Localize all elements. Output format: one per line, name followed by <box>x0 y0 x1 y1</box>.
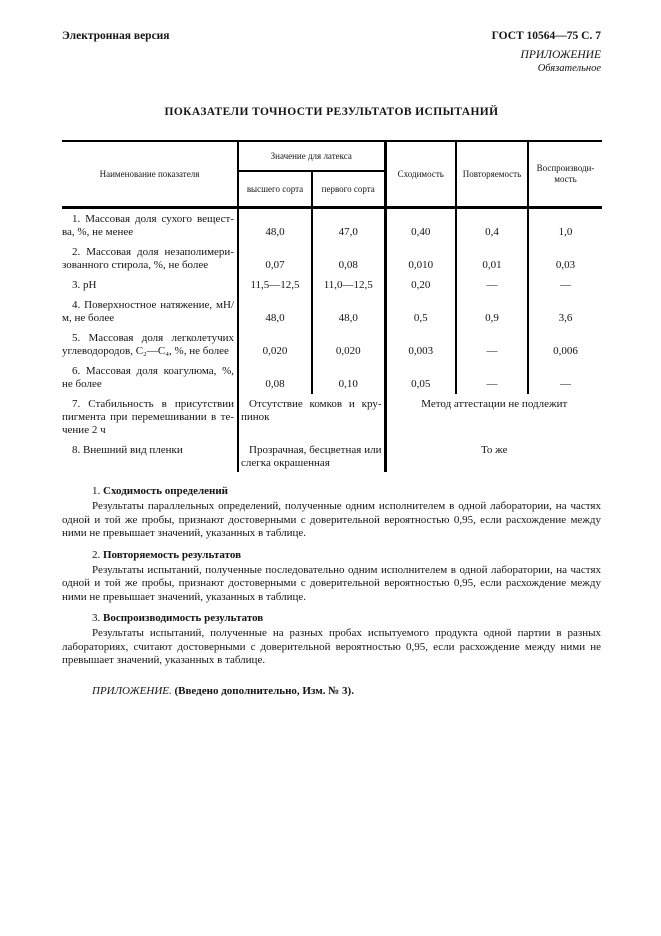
row-label: 5. Массовая доля легколетучих углеводородов, С₂—С₄, %, не более <box>62 328 238 361</box>
cell-value: 0,07 <box>238 242 312 275</box>
header-right-gost-number: ГОСТ 10564—75 С. 7 <box>491 30 601 42</box>
table-row <box>62 242 602 275</box>
cell-merged-value: Отсутствие комков и крупинок <box>238 394 385 440</box>
cell-value: 0,03 <box>555 259 576 271</box>
page-header <box>62 30 601 42</box>
column-header-name: Наименование показателя <box>62 141 238 208</box>
cell-value: 0,01 <box>456 242 528 275</box>
page-title: ПОКАЗАТЕЛИ ТОЧНОСТИ РЕЗУЛЬТАТОВ ИСПЫТАНИЙ <box>164 106 499 118</box>
table-row <box>62 361 602 394</box>
cell-merged-value: Прозрачная, бесцветная или слегка окрашенная <box>238 440 385 472</box>
cell-value: 0,05 <box>385 361 456 394</box>
section-body: Результаты испытаний, полученные на разных пробах испытуемого продукта одной партии в разных лабораториях, считают достоверными с доверительной вероятностью 0,95, если расхождение между ними не превышает значений, указанных в таблице. <box>62 627 601 666</box>
cell-value: 0,4 <box>456 208 528 243</box>
cell-value: 0,08 <box>238 361 312 394</box>
annex-footnote-label: ПРИЛОЖЕНИЕ. <box>92 684 172 697</box>
notes-sections <box>62 484 601 668</box>
row-label: 8. Внешний вид пленки <box>62 440 238 472</box>
column-header-repeatability: Повторяемость <box>456 141 528 208</box>
cell-value: 0,020 <box>238 328 312 361</box>
cell-value: 0,08 <box>312 242 385 275</box>
table-row <box>62 440 602 472</box>
cell-value: 11,5—12,5 <box>238 275 312 295</box>
section-title: Воспроизводимость результатов <box>103 612 264 624</box>
section-number: 3. <box>92 612 103 624</box>
section-heading-repeatability <box>62 548 601 562</box>
table-row <box>62 328 602 361</box>
cell-value: 48,0 <box>312 295 385 328</box>
cell-value: — <box>560 378 571 390</box>
cell-value: 0,20 <box>385 275 456 295</box>
cell-value: 48,0 <box>238 208 312 243</box>
section-heading-reproducibility <box>62 611 601 625</box>
row-label: 2. Массовая доля незаполимеризованного стирола, %, не более <box>62 242 238 275</box>
annex-title: ПРИЛОЖЕНИЕ <box>520 49 601 61</box>
section-heading-convergence <box>62 484 601 498</box>
cell-value: 11,0—12,5 <box>312 275 385 295</box>
section-body: Результаты испытаний, полученные последовательно одним исполнителем в одной лаборатории, на частях одной и той же пробы, признают достоверными с доверительной вероятностью 0,95, если расхождение между ними не превышает значений, указанных в таблице. <box>62 563 601 603</box>
precision-indicators-table <box>62 140 602 472</box>
annex-block <box>62 49 601 75</box>
row-label: 1. Массовая доля сухого вещества, %, не менее <box>62 208 238 243</box>
section-number: 2. <box>92 548 103 561</box>
column-header-high-grade: высшего сорта <box>238 171 312 208</box>
annex-footnote <box>62 685 601 697</box>
column-header-first-grade: первого сорта <box>312 171 385 208</box>
cell-value: — <box>560 279 571 291</box>
table-row <box>62 295 602 328</box>
table-row <box>62 208 602 243</box>
cell-value: — <box>456 361 528 394</box>
cell-value: 47,0 <box>312 208 385 243</box>
row-label: 6. Массовая доля коагулюма, %, не более <box>62 361 238 394</box>
cell-value: 0,010 <box>385 242 456 275</box>
cell-value: 3,6 <box>558 312 573 324</box>
column-header-convergence: Сходимость <box>385 141 456 208</box>
cell-value: — <box>456 328 528 361</box>
section-number: 1. <box>92 485 103 497</box>
section-title: Повторяемость результатов <box>103 548 242 561</box>
cell-value: — <box>456 275 528 295</box>
cell-value: 0,006 <box>553 345 578 357</box>
column-header-value-group: Значение для латекса <box>238 141 385 171</box>
cell-value: 0,10 <box>312 361 385 394</box>
cell-value: 0,5 <box>385 295 456 328</box>
table-row <box>62 394 602 440</box>
row-label: 7. Стабильность в присутствии пигмента при перемешивании в течение 2 ч <box>62 394 238 440</box>
cell-value: 0,020 <box>312 328 385 361</box>
cell-value: 48,0 <box>238 295 312 328</box>
row-label: 4. Поверхностное натяжение, мН/м, не более <box>62 295 238 328</box>
annex-subtitle: Обязательное <box>537 63 601 74</box>
cell-value: 0,003 <box>385 328 456 361</box>
annex-footnote-amendment: (Введено дополнительно, Изм. № 3). <box>171 684 354 697</box>
cell-value: 1,0 <box>558 226 573 238</box>
section-title: Сходимость определений <box>103 485 229 497</box>
column-header-reproducibility: Воспроизводимость <box>528 141 602 208</box>
cell-merged-method: Метод аттестации не подлежит <box>421 398 568 410</box>
table-row <box>62 275 602 295</box>
header-left-label: Электронная версия <box>62 30 170 42</box>
row-label: 3. pH <box>62 275 238 295</box>
cell-merged-method: То же <box>481 444 508 456</box>
section-body: Результаты параллельных определений, полученные одним исполнителем в одной лаборатории, на частях одной и той же пробы, признают достоверными с доверительной вероятностью 0,95, если расхождение между ними не превышает значений, указанных в таблице. <box>62 500 601 539</box>
cell-value: 0,9 <box>456 295 528 328</box>
cell-value: 0,40 <box>385 208 456 243</box>
